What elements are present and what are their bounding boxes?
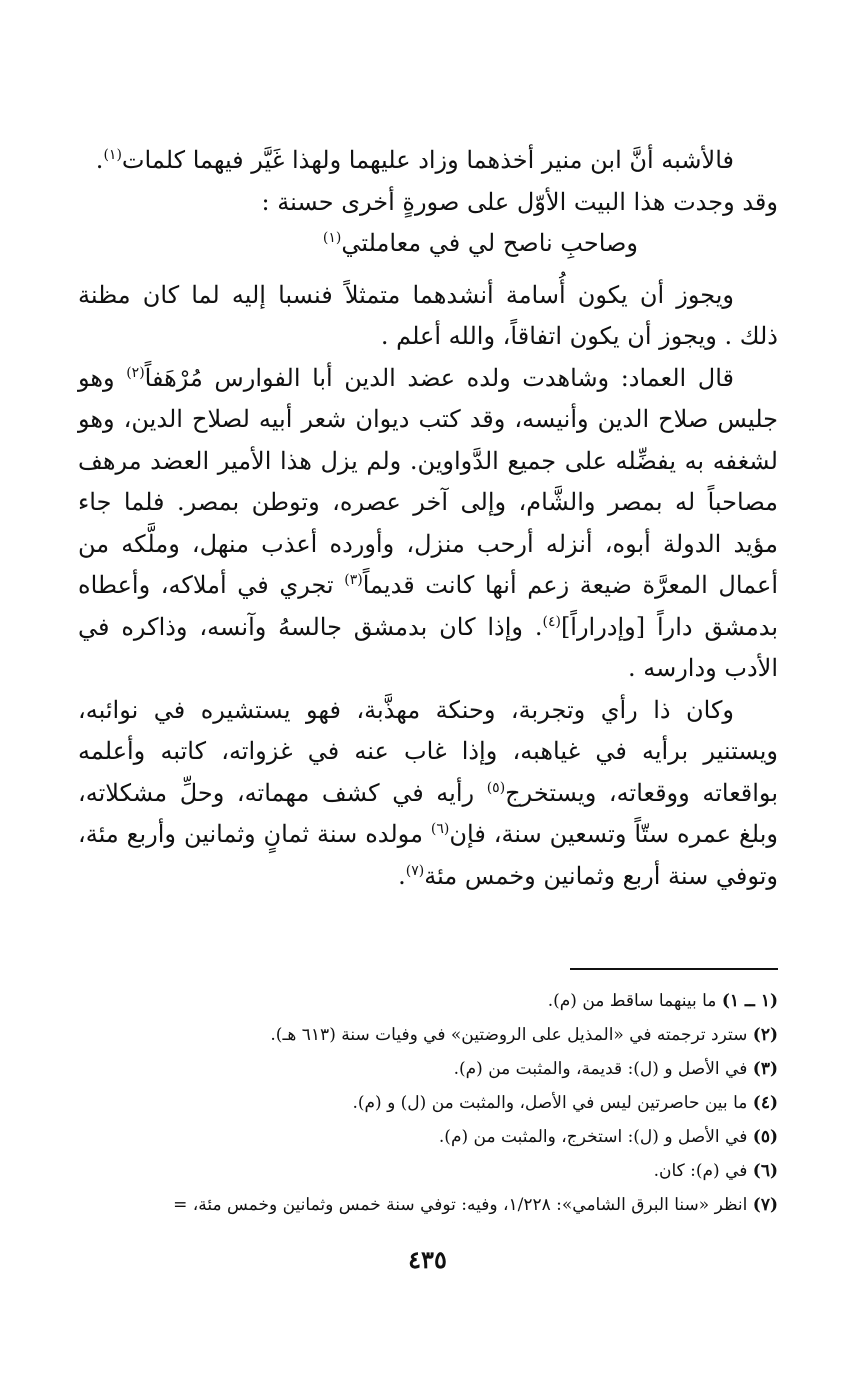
verse-line (78, 223, 778, 265)
paragraph-4-text-c: تجري في أملاكه، وأعطاه بدمشق داراً [وإدراراً] (78, 571, 778, 641)
footnote-text: انظر «سنا البرق الشامي»: ١/٢٢٨، وفيه: توفي سنة خمس وثمانين وخمس مئة، = (173, 1195, 753, 1215)
footnote-1 (30, 984, 778, 1018)
footnote-ref-1[interactable]: (١) (103, 147, 122, 163)
footnote-2 (30, 1018, 778, 1052)
paragraph-1-end: . (95, 146, 104, 174)
footnote-ref-4[interactable]: (٤) (542, 613, 561, 630)
paragraph-5 (78, 690, 778, 898)
footnote-text: في (م): كان. (653, 1161, 753, 1181)
footnote-5 (30, 1120, 778, 1154)
verse-text: وصاحبِ ناصح لي في معاملتي (341, 229, 638, 257)
footnote-3 (30, 1052, 778, 1086)
footnote-ref-5[interactable]: (٥) (486, 779, 506, 796)
footnote-ref-6[interactable]: (٦) (430, 821, 450, 837)
paragraph-4-text-a: قال العماد: وشاهدت ولده عضد الدين أبا الفوارس مُرْهَفاً (144, 363, 734, 392)
paragraph-5-text-c: مولده سنة ثمانٍ وثمانين وأربع مئة، وتوفي سنة أربع وثمانين وخمس مئة (78, 820, 778, 890)
paragraph-5-end: . (398, 861, 406, 890)
paragraph-1 (78, 140, 778, 182)
footnote-number: (٤) (752, 1093, 778, 1113)
footnote-6 (30, 1154, 778, 1188)
footnote-ref-1-verse[interactable]: (١) (322, 230, 342, 246)
footnote-text: ما بينهما ساقط من (م). (547, 991, 722, 1011)
footnote-ref-3[interactable]: (٣) (344, 572, 363, 588)
footnotes (30, 984, 778, 1222)
footnote-divider (570, 968, 778, 970)
footnote-number: (٣) (752, 1059, 778, 1079)
footnote-text: في الأصل و (ل): قديمة، والمثبت من (م). (453, 1059, 753, 1079)
footnote-number: (٥) (752, 1127, 778, 1147)
paragraph-3: ويجوز أن يكون أُسامة أنشدهما متمثلاً فنسبا إليه لما كان مظنة ذلك . ويجوز أن يكون اتفاقاً، والله أعلم . (78, 280, 778, 350)
footnote-text: سترد ترجمته في «المذيل على الروضتين» في وفيات سنة (٦١٣ هـ). (270, 1025, 753, 1045)
footnote-ref-2[interactable]: (٢) (126, 364, 145, 381)
footnote-text: في الأصل و (ل): استخرج، والمثبت من (م). (438, 1127, 753, 1147)
paragraph-2: وقد وجدت هذا البيت الأوّل على صورةٍ أخرى حسنة : (261, 187, 778, 216)
page-number: ٤٣٥ (408, 1245, 447, 1274)
footnote-number: (٢) (752, 1025, 778, 1045)
footnote-number: (٦) (752, 1161, 778, 1181)
footnote-number: (٧) (752, 1195, 778, 1215)
paragraph-4 (78, 358, 778, 690)
footnote-7 (30, 1188, 778, 1222)
footnote-text: ما بين حاصرتين ليس في الأصل، والمثبت من (ل) و (م). (352, 1093, 753, 1113)
paragraph-5-text-b: رأيه في كشف مهماته، وحلِّ مشكلاته، وبلغ عمره ستّاً وتسعين سنة، فإن (78, 778, 779, 848)
footnote-4 (30, 1086, 778, 1120)
footnote-number: (١ ــ ١) (721, 991, 778, 1011)
footnote-ref-7[interactable]: (٧) (405, 862, 425, 879)
paragraph-4-text-d: . وإذا كان بدمشق جالسهُ وآنسه، وذاكره في الأدب ودارسه . (78, 612, 778, 682)
paragraph-5-text-a: وكان ذا رأي وتجربة، وحنكة مهذَّبة، فهو يستشيره في نوائبه، ويستنير برأيه في غياهبه، وإذا غاب عنه في غزواته، كاتبه وأعلمه بواقعاته ووقعاته، ويستخرج (78, 695, 778, 807)
paragraph-4-text-b: وهو جليس صلاح الدين وأنيسه، وقد كتب ديوان شعر أبيه لصلاح الدين، وهو لشغفه به يفضِّله على جميع الدَّواوين. ولم يزل هذا الأمير العضد مرهف مصاحباً له بمصر والشَّام، وإلى آخر عصره، وتوطن بمصر. فلما جاء مؤيد الدولة أبوه، أنزله أرحب منزل، وأورده أعذب منهل، وملَّكه من أعمال المعرَّة ضيعة زعم أنها كانت قديماً (78, 363, 779, 599)
paragraph-1-text: فالأشبه أنَّ ابن منير أخذهما وزاد عليهما ولهذا غَيَّر فيهما كلمات (121, 146, 734, 174)
main-text (78, 140, 778, 897)
